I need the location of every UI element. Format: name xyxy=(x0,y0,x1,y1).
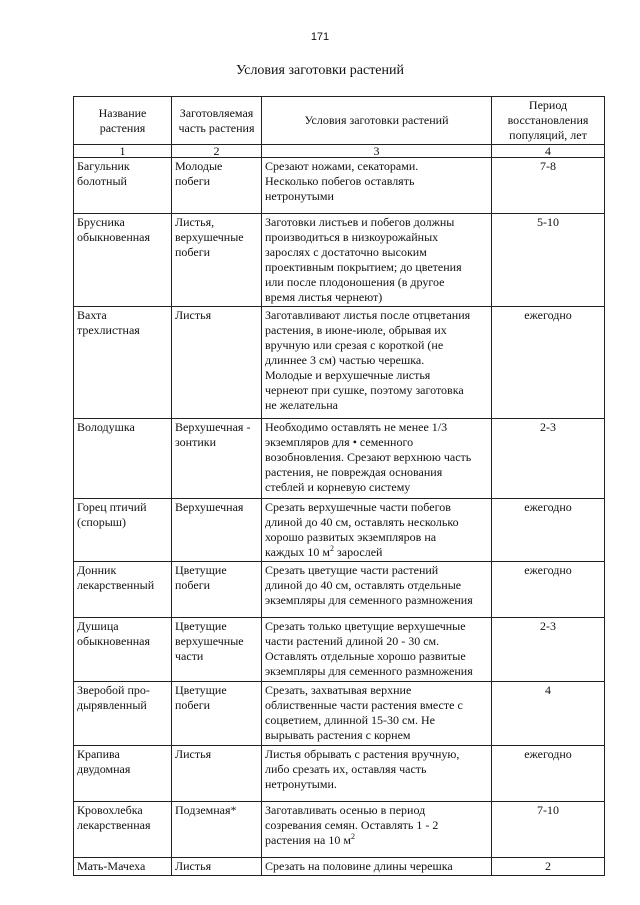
conditions-tail: зарослей xyxy=(334,545,383,559)
recovery-period-cell: 2 xyxy=(492,858,605,876)
conditions-cell: Срезать цветущие части растений длиной до 40 см, оставлять отдельные экземпляры для семенного размножения xyxy=(262,562,492,618)
table-row xyxy=(74,802,605,858)
column-number: 3 xyxy=(262,145,492,158)
harvested-part-cell: Цветущие побеги xyxy=(172,562,262,618)
column-number: 4 xyxy=(492,145,605,158)
recovery-period-cell: ежегодно xyxy=(492,499,605,562)
conditions-cell: Срезать, захватывая верхние облиственные части растения вместе с соцветием, длинной 15-30 см. Не вырывать растения с корнем xyxy=(262,682,492,746)
recovery-period-cell: ежегодно xyxy=(492,746,605,802)
harvested-part-cell: Верхушечная xyxy=(172,499,262,562)
table-row xyxy=(74,618,605,682)
harvested-part-cell: Листья xyxy=(172,307,262,419)
plant-name-cell: Горец птичий (спорыш) xyxy=(74,499,172,562)
header-conditions: Условия заготовки растений xyxy=(262,97,492,145)
superscript: 2 xyxy=(350,832,355,841)
plant-name-cell: Кровохлебка лекарственная xyxy=(74,802,172,858)
plant-name-cell: Володушка xyxy=(74,419,172,499)
header-period: Период восстановления популяций, лет xyxy=(492,97,605,145)
conditions-cell: Листья обрывать с растения вручную, либо срезать их, оставляя часть нетронутыми. xyxy=(262,746,492,802)
table-row xyxy=(74,419,605,499)
conditions-cell: Заготавливают листья после отцветания растения, в июне-июле, обрывая их вручную или срезая с короткой (не длиннее 3 см) частью черешка. Молодые и верхушечные листья чернеют при сушке, поэтому заготовка не желательна xyxy=(262,307,492,419)
header-part: Заготовляемая часть растения xyxy=(172,97,262,145)
column-number: 2 xyxy=(172,145,262,158)
conditions-cell: Срезают ножами, секаторами. Несколько побегов оставлять нетронутыми xyxy=(262,158,492,214)
table-row xyxy=(74,682,605,746)
conditions-cell: Заготовки листьев и побегов должны производиться в низкоурожайных зарослях с достаточно высоким проективным покрытием; до цветения или после плодоношения (в другое время листья чернеют) xyxy=(262,214,492,307)
recovery-period-cell: ежегодно xyxy=(492,562,605,618)
plant-name-cell: Душица обыкновенная xyxy=(74,618,172,682)
harvest-conditions-table xyxy=(73,96,605,876)
harvested-part-cell: Листья, верхушечные побеги xyxy=(172,214,262,307)
recovery-period-cell: 5-10 xyxy=(492,214,605,307)
harvested-part-cell: Листья xyxy=(172,746,262,802)
plant-name-cell: Вахта трехлистная xyxy=(74,307,172,419)
harvested-part-cell: Подземная* xyxy=(172,802,262,858)
conditions-text: Заготавливать осенью в период созревания семян. Оставлять 1 - 2 растения на 10 м xyxy=(265,803,439,847)
conditions-cell xyxy=(262,802,492,858)
harvested-part-cell: Молодые побеги xyxy=(172,158,262,214)
page-title: Условия заготовки растений xyxy=(236,63,404,78)
recovery-period-cell: 2-3 xyxy=(492,618,605,682)
page-number: 171 xyxy=(310,31,330,43)
superscript: 2 xyxy=(330,544,335,553)
harvested-part-cell: Листья xyxy=(172,858,262,876)
harvested-part-cell: Цветущие побеги xyxy=(172,682,262,746)
recovery-period-cell: ежегодно xyxy=(492,307,605,419)
conditions-cell: Срезать только цветущие верхушечные части растений длиной 20 - 30 см. Оставлять отдельные хорошо развитые экземпляры для семенного размножения xyxy=(262,618,492,682)
harvested-part-cell: Цветущие верхушечные части xyxy=(172,618,262,682)
recovery-period-cell: 2-3 xyxy=(492,419,605,499)
table-row xyxy=(74,158,605,214)
conditions-cell xyxy=(262,499,492,562)
header-row xyxy=(74,97,605,145)
conditions-cell: Необходимо оставлять не менее 1/3 экземпляров для • семенного возобновления. Срезают верхнюю часть растения, не повреждая основания стеблей и корневую систему xyxy=(262,419,492,499)
harvested-part-cell: Верхушечная - зонтики xyxy=(172,419,262,499)
table-row xyxy=(74,858,605,876)
header-name: Название растения xyxy=(74,97,172,145)
recovery-period-cell: 4 xyxy=(492,682,605,746)
plant-name-cell: Донник лекарственный xyxy=(74,562,172,618)
plant-name-cell: Зверобой про-дырявленный xyxy=(74,682,172,746)
table-row xyxy=(74,307,605,419)
plant-name-cell: Крапива двудомная xyxy=(74,746,172,802)
conditions-text: Срезать верхушечные части побегов длиной до 40 см, оставлять несколько хорошо развитых экземпляров на каждых 10 м xyxy=(265,500,459,559)
recovery-period-cell: 7-8 xyxy=(492,158,605,214)
conditions-cell: Срезать на половине длины черешка xyxy=(262,858,492,876)
column-number: 1 xyxy=(74,145,172,158)
table-row xyxy=(74,214,605,307)
plant-name-cell: Мать-Мачеха xyxy=(74,858,172,876)
column-number-row xyxy=(74,145,605,158)
plant-name-cell: Брусника обыкновенная xyxy=(74,214,172,307)
table-row xyxy=(74,562,605,618)
recovery-period-cell: 7-10 xyxy=(492,802,605,858)
table-row xyxy=(74,499,605,562)
table-row xyxy=(74,746,605,802)
plant-name-cell: Багульник болотный xyxy=(74,158,172,214)
